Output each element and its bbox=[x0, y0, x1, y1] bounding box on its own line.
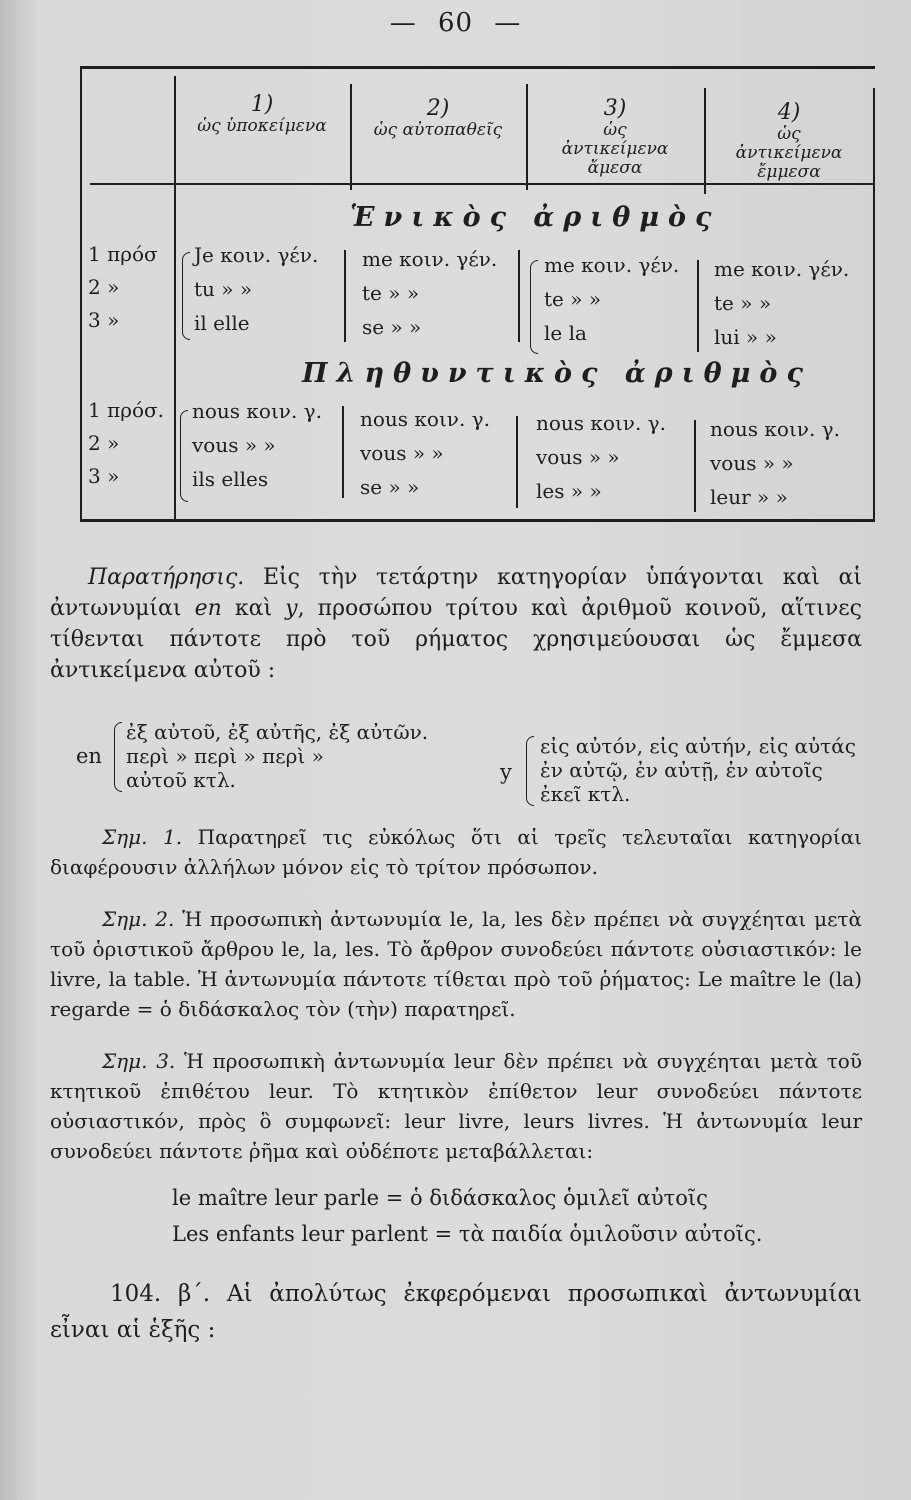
brace bbox=[180, 410, 188, 502]
cell-plural-4: nous κοιν. γ. vous » » leur » » bbox=[710, 417, 840, 509]
example-sentence-2: Les enfants leur parlent = τὰ παιδία ὁμιλοῦσιν αὐτοῖς. bbox=[172, 1222, 763, 1246]
singular-title: Ἑνικὸς ἀριθμὸς bbox=[350, 202, 721, 233]
example-y-label: y bbox=[500, 760, 512, 784]
example-en-lines: ἐξ αὐτοῦ, ἐξ αὐτῆς, ἐξ αὐτῶν. περὶ » περὶ » περὶ » αὐτοῦ κτλ. bbox=[126, 720, 429, 792]
cell-rule bbox=[344, 250, 346, 342]
example-y-lines: εἰς αὐτόν, εἰς αὐτήν, εἰς αὐτάς ἐν αὐτῷ, ἐν αὐτῇ, ἐν αὐτοῖς ἐκεῖ κτλ. bbox=[540, 734, 856, 806]
column-header-1: 1) ὡς ὑποκείμενα bbox=[197, 92, 327, 136]
brace bbox=[114, 722, 122, 792]
cell-rule bbox=[342, 406, 344, 498]
observation-label: Παρατήρησις. bbox=[88, 565, 245, 590]
cell-singular-4: me κοιν. γέν. te » » lui » » bbox=[714, 257, 850, 349]
cell-singular-3: me κοιν. γέν. te » » le la bbox=[544, 253, 680, 345]
cell-rule bbox=[516, 416, 518, 508]
note-3: Σημ. 3. Ἡ προσωπικὴ ἀντωνυμία leur δὲν πρέπει νὰ συγχέηται μετὰ τοῦ κτητικοῦ ἐπιθέτου leur. Τὸ κτητικὸν ἐπίθετον leur συνοδεύει πάντοτε οὐσιαστικόν, πρὸς ὃ συμφωνεῖ: leur livre, leurs livres. Ἡ ἀντωνυμία leur συνοδεύει πάντοτε ῥῆμα καὶ οὐδέποτε μεταβάλλεται: bbox=[50, 1049, 863, 1163]
singular-persons: 1 πρόσ 2 » 3 » bbox=[88, 242, 158, 332]
column-header-4: 4) ὡς ἀντικείμενα ἔμμεσα bbox=[735, 100, 843, 182]
column-header-2: 2) ὡς αὐτοπαθεῖς bbox=[373, 96, 503, 140]
cell-plural-3: nous κοιν. γ. vous » » les » » bbox=[536, 411, 666, 503]
example-sentence-1: le maître leur parle = ὁ διδάσκαλος ὁμιλεῖ αὐτοῖς bbox=[172, 1186, 708, 1210]
table-top-rule bbox=[80, 66, 875, 69]
table-header-rule bbox=[90, 183, 875, 185]
pronoun-table bbox=[80, 66, 875, 522]
observation-paragraph: Παρατήρησις. Εἰς τὴν τετάρτην κατηγορίαν ὑπάγονται καὶ αἱ ἀντωνυμίαι en καὶ y, προσώπου τρίτου καὶ ἀριθμοῦ κοινοῦ, αἵτινες τίθενται πάντοτε πρὸ τοῦ ρήματος χρησιμεύουσαι ὡς ἔμμεσα ἀντικείμενα αὐτοῦ : bbox=[50, 565, 862, 683]
table-col-rule-1 bbox=[174, 76, 176, 522]
cell-rule bbox=[697, 260, 699, 352]
cell-rule bbox=[694, 420, 696, 512]
cell-plural-2: nous κοιν. γ. vous » » se » » bbox=[360, 407, 490, 499]
table-bottom-rule bbox=[80, 519, 875, 522]
table-left-rule bbox=[80, 66, 82, 522]
page-number: — 60 — bbox=[389, 8, 522, 38]
column-header-3: 3) ὡς ἀντικείμενα ἄμεσα bbox=[561, 96, 669, 178]
example-en-label: en bbox=[76, 744, 102, 768]
cell-singular-1: Je κοιν. γέν. tu » » il elle bbox=[194, 243, 319, 335]
note-1: Σημ. 1. Παρατηρεῖ τις εὐκόλως ὅτι αἱ τρεῖς τελευταῖαι κατηγορίαι διαφέρουσιν ἀλλήλων μόνον εἰς τὸ τρίτον πρόσωπον. bbox=[50, 825, 863, 879]
table-right-rule bbox=[873, 88, 875, 522]
section-104: 104. β΄. Αἱ ἀπολύτως ἐκφερόμεναι προσωπικαὶ ἀντωνυμίαι εἶναι αἱ ἑξῆς : bbox=[50, 1281, 862, 1343]
brace bbox=[182, 252, 190, 340]
plural-title: Πληθυντικὸς ἀριθμὸς bbox=[302, 358, 812, 389]
brace bbox=[530, 260, 538, 354]
cell-rule bbox=[518, 250, 520, 342]
brace bbox=[526, 736, 534, 806]
cell-plural-1: nous κοιν. γ. vous » » ils elles bbox=[192, 399, 322, 491]
note-2: Σημ. 2. Ἡ προσωπικὴ ἀντωνυμία le, la, les δὲν πρέπει νὰ συγχέηται μετὰ τοῦ ὁριστικοῦ ἄρθρου le, la, les. Τὸ ἄρθρον συνοδεύει πάντοτε οὐσιαστικόν: le livre, la table. Ἡ ἀντωνυμία πάντοτε τίθεται πρὸ τοῦ ῥήματος: Le maître le (la) regarde = ὁ διδάσκαλος τὸν (τὴν) παρατηρεῖ. bbox=[50, 907, 863, 1021]
plural-persons: 1 πρόσ. 2 » 3 » bbox=[88, 398, 165, 488]
cell-singular-2: me κοιν. γέν. te » » se » » bbox=[362, 247, 498, 339]
